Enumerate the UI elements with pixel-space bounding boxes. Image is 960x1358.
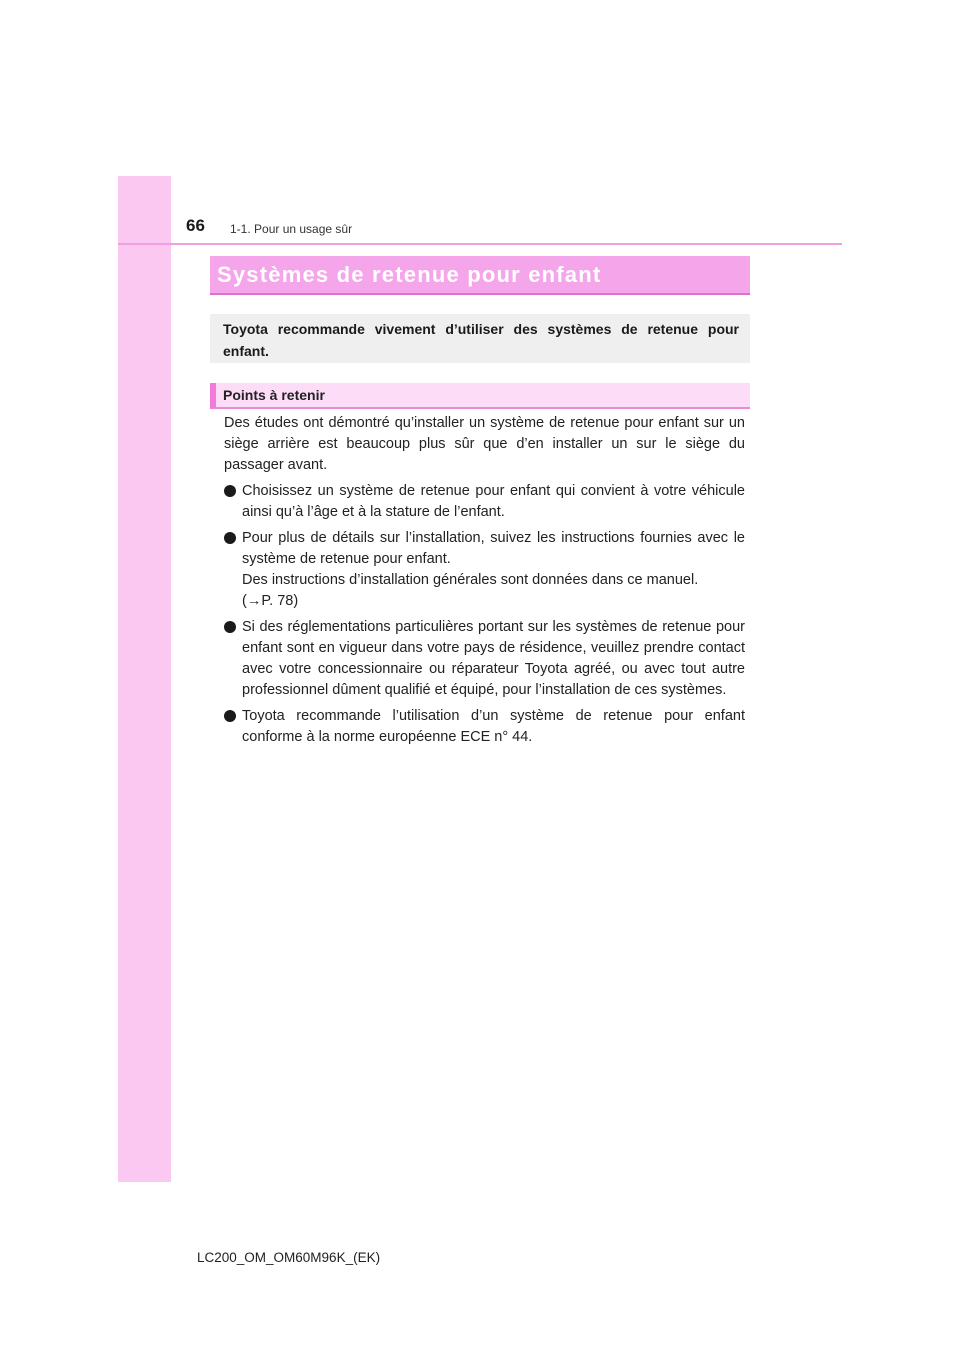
bullet-text: Pour plus de détails sur l’installation, suivez les instructions fournies avec le système de retenue pour enfant. (242, 530, 745, 567)
page-number: 66 (186, 216, 205, 235)
bullet-text: Toyota recommande l’utilisation d’un système de retenue pour enfant conforme à la norme européenne ECE n° 44. (242, 708, 745, 745)
intro-paragraph: Des études ont démontré qu’installer un système de retenue pour enfant sur un siège arrière est beaucoup plus sûr que d’en installer un sur le siège du passager avant. (224, 415, 745, 473)
bullet-text: Si des réglementations particulières portant sur les systèmes de retenue pour enfant sont en vigueur dans votre pays de résidence, veuillez prendre contact avec votre concessionnaire ou réparateur Toyota agréé, ou avec tout autre professionnel dûment qualifié et équipé, pour l’installation de ces systèmes. (242, 619, 745, 698)
section-heading: Points à retenir (223, 387, 325, 403)
reference-page: P. 78 (261, 593, 294, 609)
bullet-icon (224, 532, 236, 544)
list-item (224, 706, 745, 748)
arrow-icon: → (246, 593, 262, 609)
bullet-text: Choisissez un système de retenue pour enfant qui convient à votre véhicule ainsi qu’à l’âge et à la stature de l’enfant. (242, 483, 745, 520)
intro-box: Toyota recommande vivement d’utiliser des systèmes de retenue pour enfant. (210, 314, 750, 363)
list-item (224, 528, 745, 612)
side-tab (118, 176, 171, 1182)
section-header (210, 383, 750, 409)
bullet-icon (224, 485, 236, 497)
page-title: Systèmes de retenue pour enfant (217, 262, 602, 287)
breadcrumb: 1-1. Pour un usage sûr (230, 222, 353, 236)
page-title-bar (210, 256, 750, 295)
content-body (224, 413, 745, 753)
header-rule (118, 243, 842, 245)
list-item (224, 617, 745, 701)
bullet-icon (224, 621, 236, 633)
list-item (224, 481, 745, 523)
bullet-icon (224, 710, 236, 722)
footer-code: LC200_OM_OM60M96K_(EK) (197, 1250, 381, 1265)
page-reference[interactable]: (→P. 78) (242, 593, 299, 609)
bullet-text-secondary: Des instructions d’installation générales sont données dans ce manuel. (242, 572, 699, 588)
